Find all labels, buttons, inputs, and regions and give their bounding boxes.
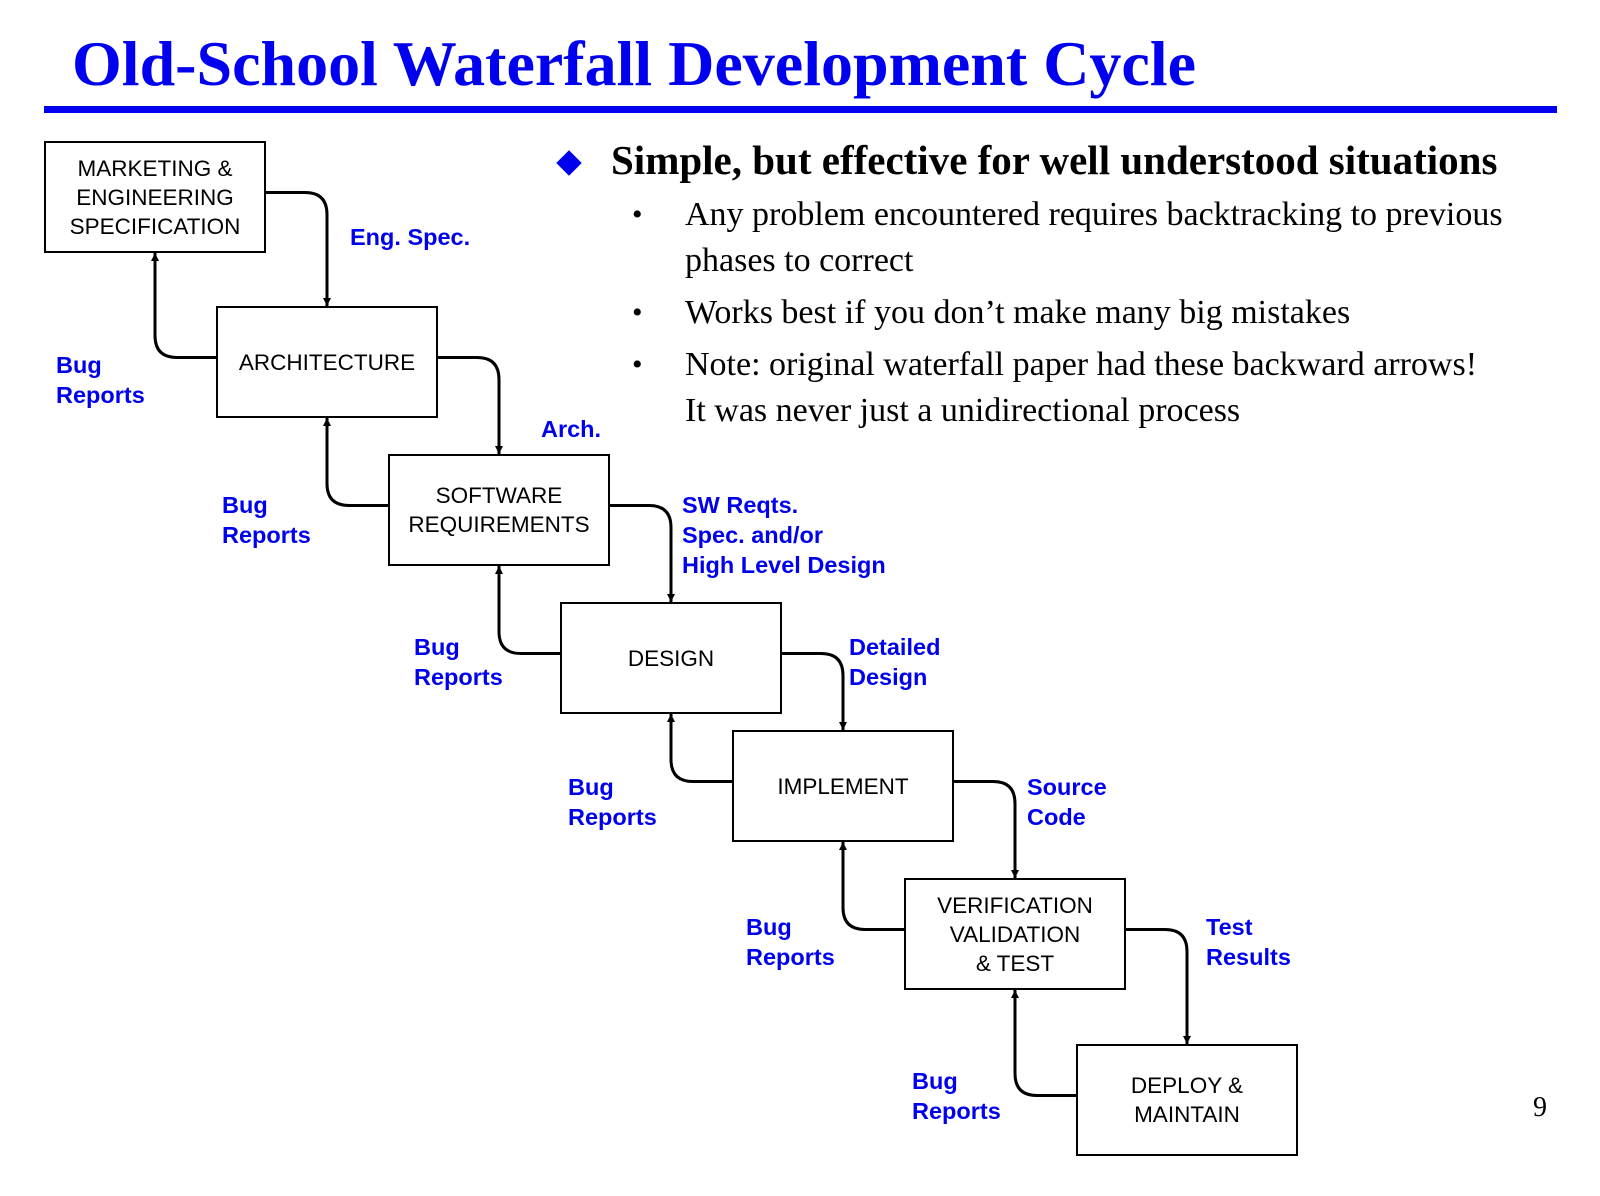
feedback-arrow [843,842,904,930]
forward-label-arch: Arch. [541,416,602,442]
phase-box-design: DESIGN [560,602,782,714]
sub-bullet-text: Works best if you don’t make many big mistakes [685,294,1351,331]
forward-label-sw-reqts: SW Reqts. Spec. and/or High Level Design [682,492,886,578]
forward-label-source-code: Source Code [1027,774,1107,830]
feedback-arrow [327,418,388,506]
forward-arrow [266,193,327,306]
main-bullet-text: Simple, but effective for well understood situations [611,137,1498,183]
page-number: 9 [1533,1092,1547,1123]
forward-arrow [1126,930,1187,1044]
forward-label-detailed-design: Detailed Design [849,634,941,690]
slide-title: Old-School Waterfall Development Cycle [72,28,1196,99]
feedback-arrow [499,566,560,654]
phase-box-marketing-engineering-specification: MARKETING & ENGINEERING SPECIFICATION [44,141,266,253]
phase-box-verification-validation-test: VERIFICATION VALIDATION & TEST [904,878,1126,990]
feedback-label-bug-reports: Bug Reports [414,634,503,690]
sub-bullet-text: Any problem encountered requires backtracking to previous phases to correct [685,196,1503,279]
forward-arrow [782,654,843,730]
feedback-label-bug-reports: Bug Reports [912,1068,1001,1124]
bullet-dot-icon: • [632,296,643,329]
forward-label-eng-spec: Eng. Spec. [350,224,471,250]
feedback-label-bug-reports: Bug Reports [56,352,145,408]
feedback-arrow [1015,990,1076,1096]
phase-box-software-requirements: SOFTWARE REQUIREMENTS [388,454,610,566]
bullet-dot-icon: • [632,348,643,381]
feedback-label-bug-reports: Bug Reports [222,492,311,548]
sub-bullet-text: Note: original waterfall paper had these backward arrows! It was never just a unidirectional process [685,346,1478,429]
phase-box-implement: IMPLEMENT [732,730,954,842]
bullet-dot-icon: • [632,198,643,231]
forward-arrow [954,782,1015,878]
feedback-label-bug-reports: Bug Reports [746,914,835,970]
phase-box-architecture: ARCHITECTURE [216,306,438,418]
forward-label-test-results: Test Results [1206,914,1291,970]
forward-arrow [610,506,671,602]
feedback-arrow [671,714,732,782]
feedback-label-bug-reports: Bug Reports [568,774,657,830]
phase-box-deploy-maintain: DEPLOY & MAINTAIN [1076,1044,1298,1156]
forward-arrow [438,358,499,454]
feedback-arrow [155,253,216,358]
